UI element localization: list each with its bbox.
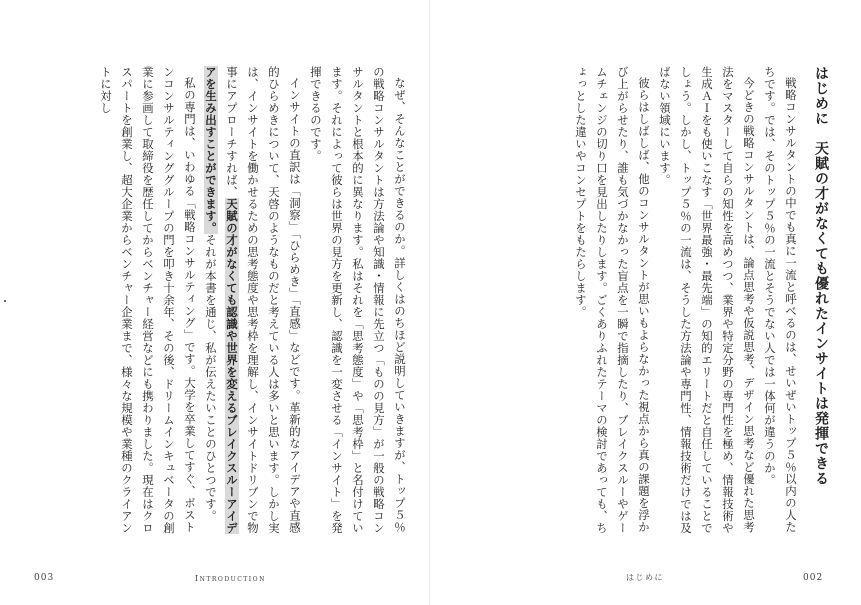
running-head: Introduction (195, 574, 266, 583)
chapter-heading (811, 66, 831, 538)
body-paragraph: 彼らはしばしば、他のコンサルタントが思いもよらなかった視点から真の課題を浮かび上がらせたり、誰も気づかなかった盲点を一瞬で指摘したり、ブレイクスルーやゲームチェンジの切り口を見出したりします。ごくありふれたテーマの検討であっても、ちょっとした違いやコンセプトをもたらします。 (574, 66, 651, 534)
highlighted-text: 天賦の才がなくても認識や世界を変えるブレイクスルーアイデアを生み出すことができます。 (204, 66, 239, 534)
body-paragraph: 戦略コンサルタントの中でも真に一流と呼べるのは、せいぜいトップ５％以内の人たちです。では、そのトップ５％の一流とそうでない人では一体何が違うのか。 (763, 66, 798, 534)
body-paragraph: 今どきの戦略コンサルタントは、論点思考や仮説思考、デザイン思考など優れた思考法をマスターして自らの知性を高めつつ、業界や特定分野の専門性を極め、情報技術や生成ＡＩをも使いこなす「世界最強・最先端」の知的エリートだと自任していることでしょう。しかし、トップ５％の一流は、そうした方法論や専門性、情報技術だけでは及ばない領域にいます。 (658, 66, 756, 534)
body-text: インサイトの直訳は「洞察」「ひらめき」「直感」などです。革新的なアイデアや直感的ひらめきについて、天啓のようなものだと考えている人は多いと思います。しかし実は、インサイトを働かせるための思考態度や思考枠を理解し、インサイトドリブンで物事にアプローチすれば、 (225, 66, 302, 534)
left-page-body (40, 66, 410, 538)
page-number: 003 (34, 573, 55, 583)
left-page (0, 0, 430, 605)
page-number: 002 (803, 573, 824, 583)
gutter (429, 0, 430, 605)
running-head: はじめに (626, 573, 664, 582)
heading-title: 天賦の才がなくても優れたインサイトは発揮できる (813, 141, 829, 486)
right-page (431, 0, 861, 605)
heading-label: はじめに (813, 66, 829, 126)
right-page-body (531, 66, 831, 538)
margin-mark (4, 300, 6, 302)
body-paragraph: なぜ、そんなことができるのか。詳しくはのちほど説明していきますが、トップ５％の戦略コンサルタントは方法論や知識・情報に先立つ「ものの見方」が一般の戦略コンサルタントと根本的に異なります。私はそれを「思考態度」や「思考枠」と名付けています。それによって彼らは世界の見方を更新し、認識を一変させる「インサイト」を発揮できるのです。 (309, 66, 407, 534)
body-paragraph (200, 66, 305, 538)
body-paragraph: 私の専門は、いわゆる「戦略コンサルティング」です。大学を卒業してすぐ、ボストンコンサルティンググループの門を叩き十余年、その後、ドリームインキュベータの創業に参画して取締役を歴任してからベンチャー経営などにも携わりました。現在はクロスパートを創業し、超大企業からベンチャー企業まで、様々な規模や業種のクライアントに対し (99, 66, 197, 534)
body-text: それが本書を通じ、私が伝えたいことのひとつです。 (204, 234, 218, 522)
